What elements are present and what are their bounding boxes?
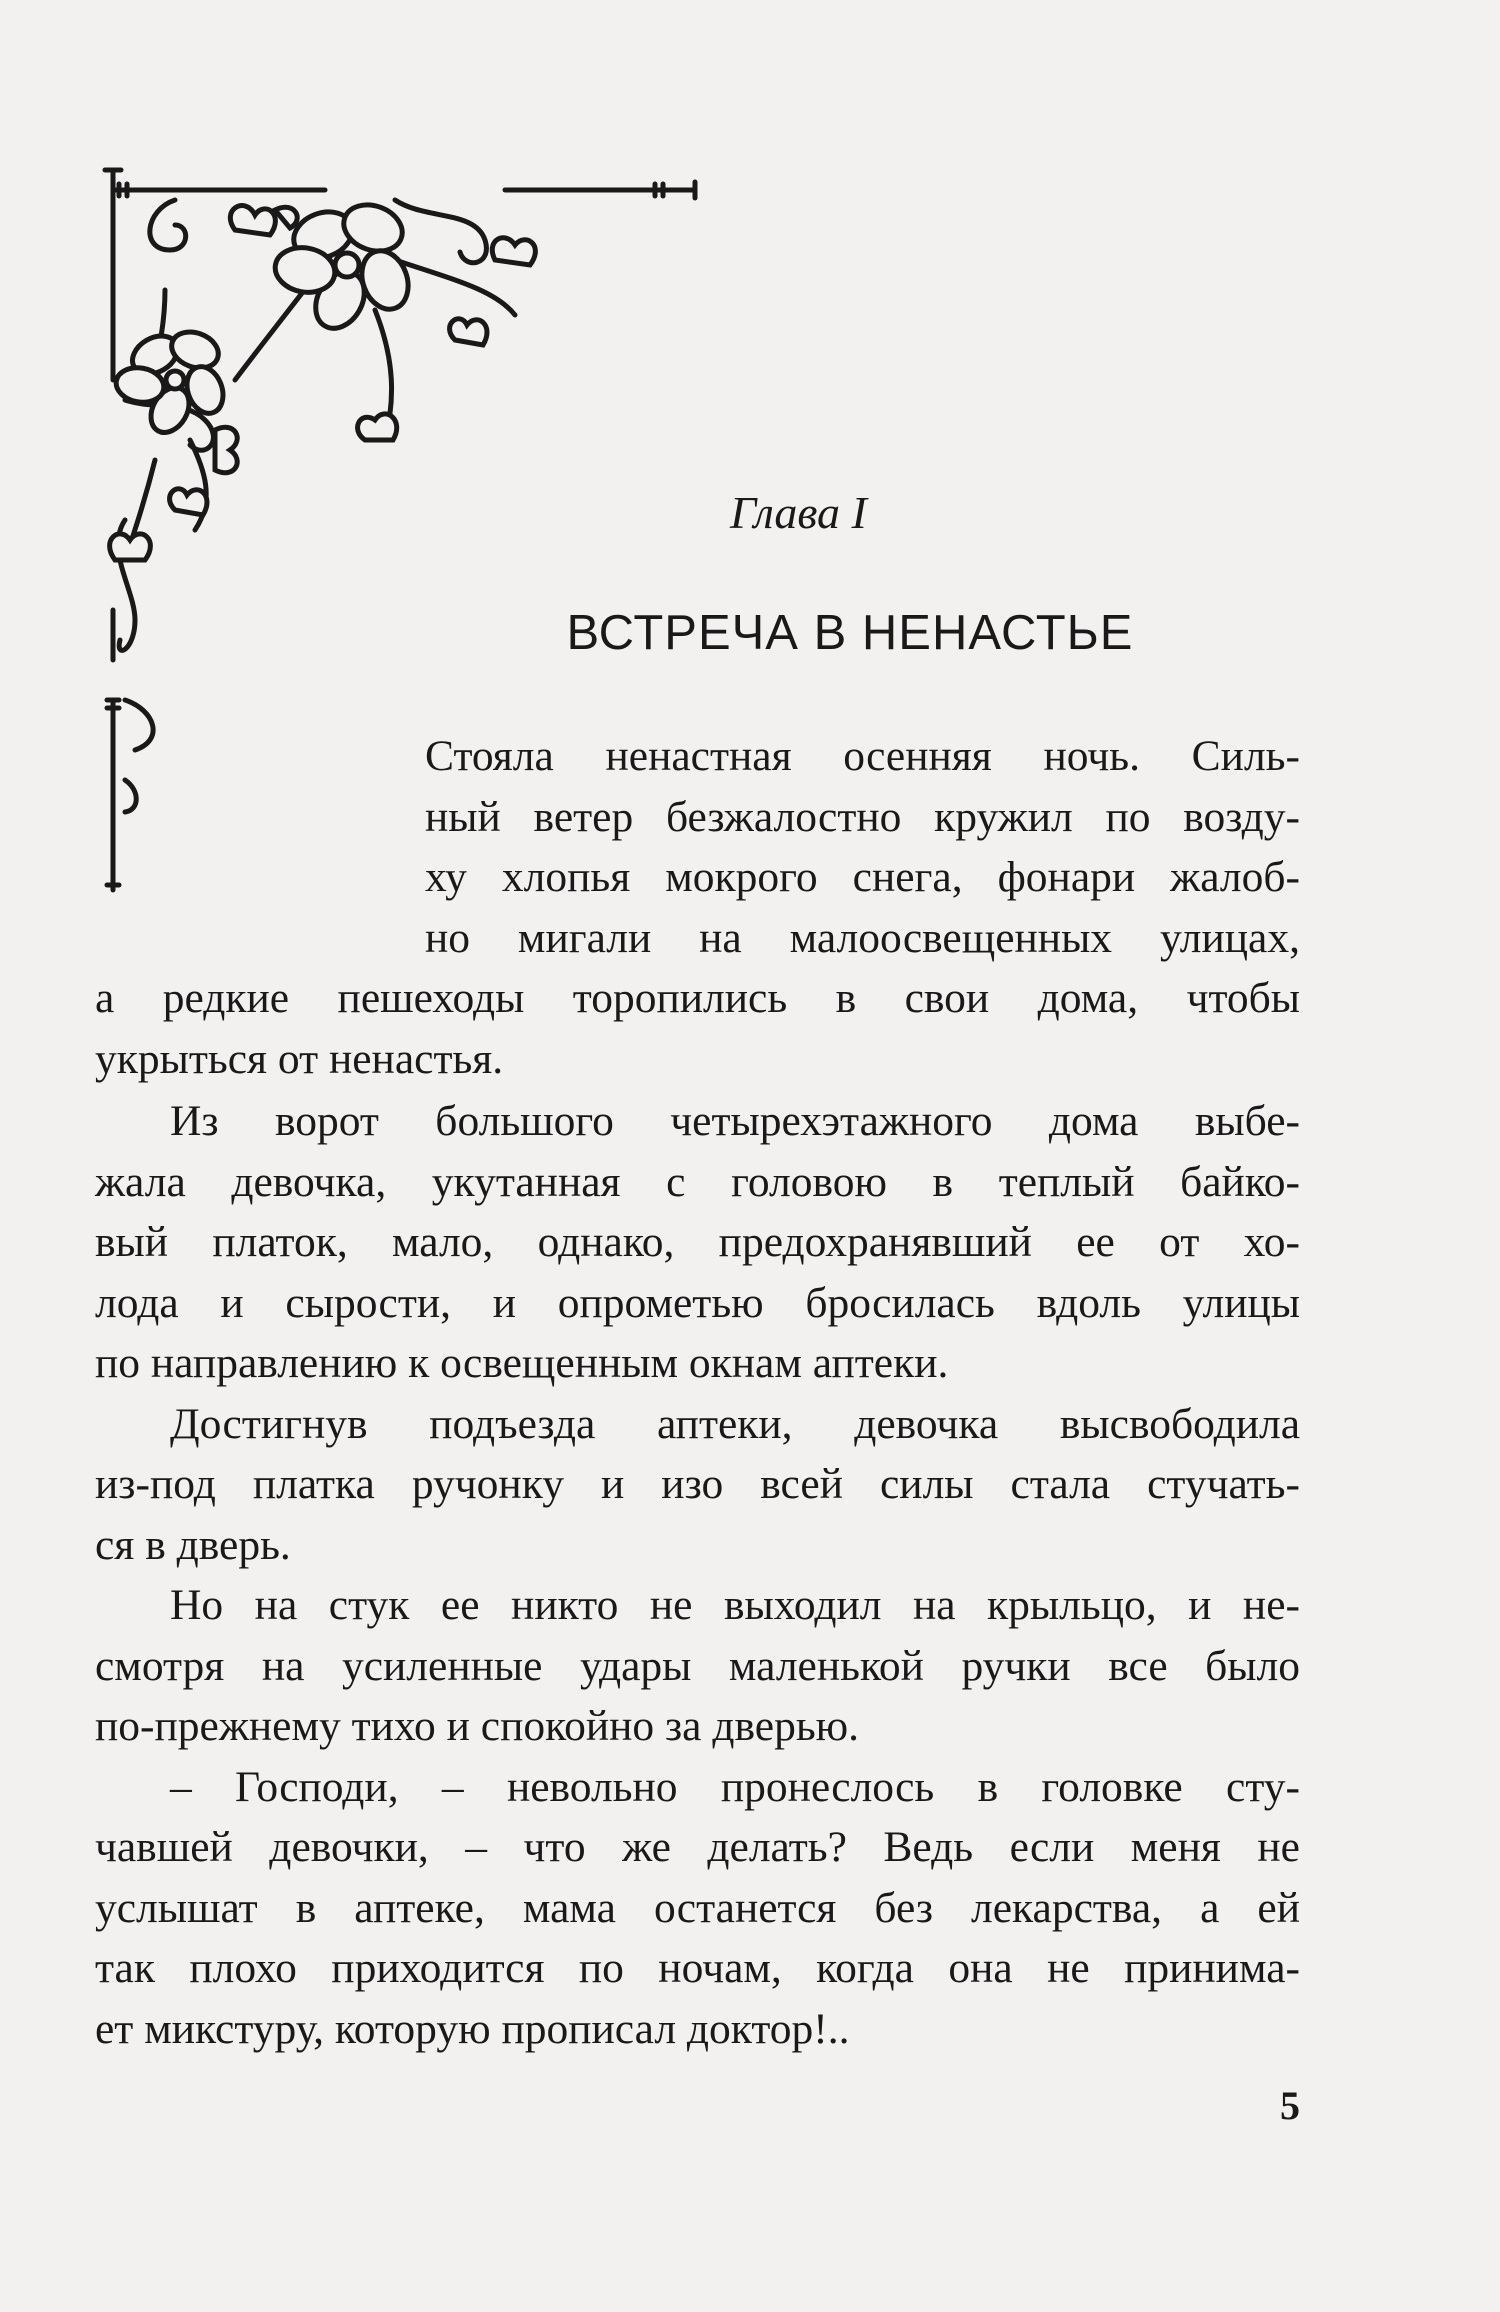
chapter-label: Глава I xyxy=(730,487,867,538)
paragraph-2 xyxy=(95,1091,1300,1394)
body-text xyxy=(95,1091,1300,2059)
text-line: укрыться от ненастья. xyxy=(95,1034,504,1083)
text-line: жала девочка, укутанная с головою в теплый байко- xyxy=(95,1157,1300,1206)
text-line: Достигнув подъезда аптеки, девочка высвободила xyxy=(170,1399,1300,1448)
text-line: лода и сырости, и опрометью бросилась вдоль улицы xyxy=(95,1278,1300,1327)
paragraph-1 xyxy=(95,726,1300,1089)
text-line: так плохо приходится по ночам, когда она не принима- xyxy=(95,1944,1300,1992)
text-line: ся в дверь. xyxy=(95,1520,291,1569)
text-line: но мигали на малоосвещенных улицах, xyxy=(425,913,1300,962)
text-line: Но на стук ее никто не выходил на крыльцо, и не- xyxy=(170,1581,1300,1629)
page-number: 5 xyxy=(1280,2083,1300,2128)
chapter-title: ВСТРЕЧА В НЕНАСТЬЕ xyxy=(566,606,1134,660)
paragraph-5 xyxy=(95,1757,1300,2060)
text-line: – Господи, – невольно пронеслось в головке сту- xyxy=(170,1762,1300,1811)
text-line: услышат в аптеке, мама останется без лекарства, а ей xyxy=(95,1883,1300,1932)
text-line: по-прежнему тихо и спокойно за дверью. xyxy=(95,1702,860,1750)
text-line: а редкие пешеходы торопились в свои дома, чтобы xyxy=(95,974,1300,1022)
text-line: по направлению к освещенным окнам аптеки. xyxy=(95,1339,949,1387)
text-line: смотря на усиленные удары маленькой ручки все было xyxy=(95,1641,1300,1690)
text-line: ху хлопья мокрого снега, фонари жалоб- xyxy=(425,853,1300,901)
text-line: ный ветер безжалостно кружил по возду- xyxy=(425,792,1300,841)
text-line: из-под платка ручонку и изо всей силы стала стучать- xyxy=(95,1460,1300,1508)
text-line: Из ворот большого четырехэтажного дома выбе- xyxy=(170,1097,1300,1145)
paragraph-4 xyxy=(95,1575,1300,1757)
text-line: ет микстуру, которую прописал доктор!.. xyxy=(95,2004,850,2053)
paragraph-3 xyxy=(95,1394,1300,1576)
text-line: вый платок, мало, однако, предохранявший ее от хо- xyxy=(95,1218,1300,1266)
text-line: чавшей девочки, – что же делать? Ведь если меня не xyxy=(95,1823,1300,1871)
text-line: Стояла ненастная осенняя ночь. Силь- xyxy=(425,732,1300,780)
